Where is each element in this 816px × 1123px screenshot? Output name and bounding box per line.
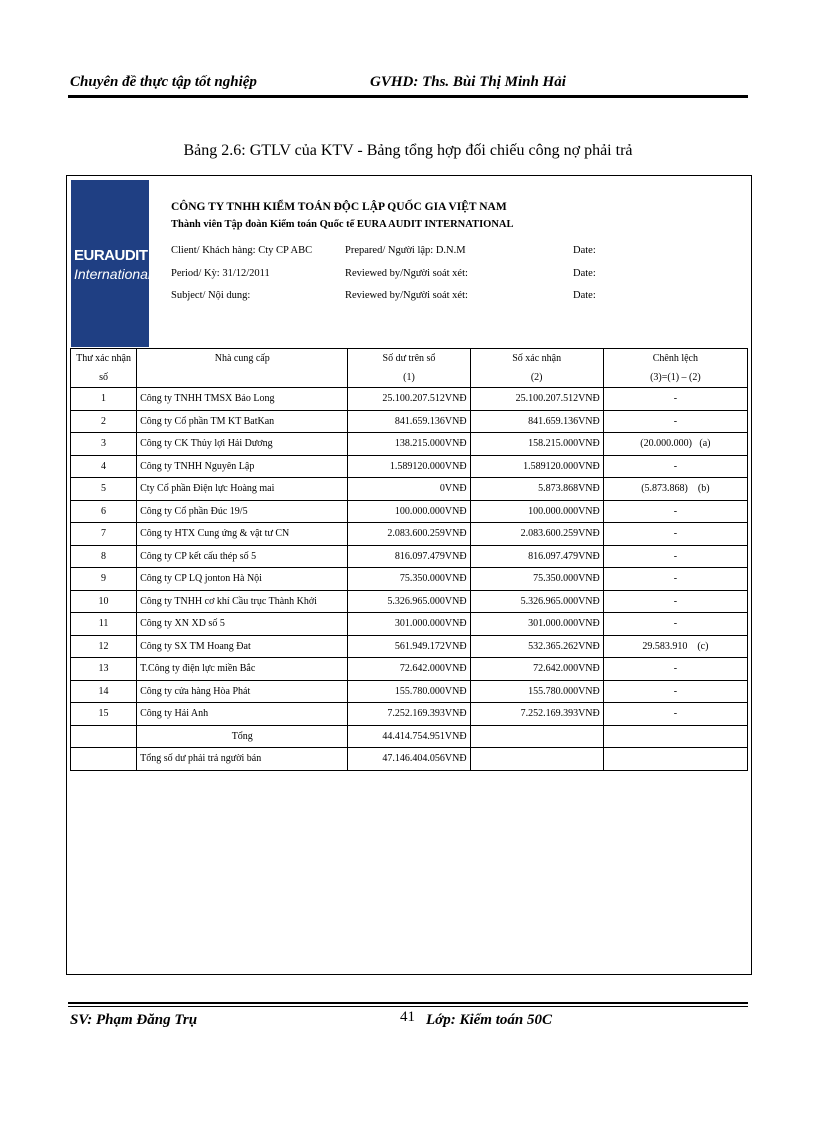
row-supplier: Công ty TNHH TMSX Bảo Long [137,388,348,411]
row-number: 5 [71,478,137,501]
row-supplier: Công ty XN XD số 5 [137,613,348,636]
total-blank-2 [470,725,603,748]
header-book-balance [348,349,470,388]
date-field-3: Date: [573,290,596,301]
row-confirmed: 532.365.262VNĐ [470,635,603,658]
row-difference: (5.873.868) (b) [603,478,747,501]
row-difference: - [603,703,747,726]
header-diff-line1: Chênh lệch [652,353,698,364]
euraudit-logo [71,180,152,347]
row-book-balance: 72.642.000VNĐ [348,658,470,681]
total-row [71,725,748,748]
company-member: Thành viên Tập đoàn Kiểm toán Quốc tế EURA AUDIT INTERNATIONAL [171,219,514,230]
row-confirmed: 75.350.000VNĐ [470,568,603,591]
table-row [71,388,748,411]
header-right: GVHD: Ths. Bùi Thị Minh Hải [370,74,566,90]
header-left: Chuyên đề thực tập tốt nghiệp [70,74,257,90]
payable-blank-3 [603,748,747,771]
row-number: 10 [71,590,137,613]
table-row [71,433,748,456]
row-difference: 29.583.910 (c) [603,635,747,658]
table-header-row [71,349,748,388]
client-field: Client/ Khách hàng: Cty CP ABC [171,245,313,256]
row-difference: - [603,523,747,546]
row-confirmed: 7.252.169.393VNĐ [470,703,603,726]
row-book-balance: 5.326.965.000VNĐ [348,590,470,613]
row-book-balance: 841.659.136VNĐ [348,410,470,433]
prepared-field: Prepared/ Người lập: D.N.M [345,245,466,256]
logo-line2: International [74,266,152,282]
row-number: 13 [71,658,137,681]
row-number: 4 [71,455,137,478]
row-supplier: Công ty CP LQ jonton Hà Nội [137,568,348,591]
row-book-balance: 2.083.600.259VNĐ [348,523,470,546]
header-supplier: Nhà cung cấp [137,349,348,388]
payable-blank-2 [470,748,603,771]
table-row [71,523,748,546]
header-diff-line2: (3)=(1) – (2) [650,372,701,383]
payable-value: 47.146.404.056VNĐ [348,748,470,771]
table-title: Bảng 2.6: GTLV của KTV - Bảng tổng hợp đối chiếu công nợ phải trả [183,142,633,159]
row-supplier: Công ty cửa hàng Hòa Phát [137,680,348,703]
page-header [70,72,746,94]
table-row [71,455,748,478]
row-supplier: Công ty Cổ phần Đúc 19/5 [137,500,348,523]
row-difference: (20.000.000) (a) [603,433,747,456]
header-divider [68,95,748,98]
row-supplier: Công ty HTX Cung ứng & vật tư CN [137,523,348,546]
row-supplier: Công ty TNHH cơ khí Cầu trục Thành Khởi [137,590,348,613]
footer-student: SV: Phạm Đăng Trụ [70,1012,198,1028]
header-difference [603,349,747,388]
logo-line1: EURAUDIT [74,247,148,264]
row-number: 8 [71,545,137,568]
total-blank-3 [603,725,747,748]
payable-blank [71,748,137,771]
subject-field: Subject/ Nội dung: [171,290,251,301]
row-supplier: Cty Cổ phần Điện lực Hoàng mai [137,478,348,501]
row-confirmed: 25.100.207.512VNĐ [470,388,603,411]
total-blank [71,725,137,748]
table-row [71,703,748,726]
payable-label: Tổng số dư phải trả người bán [137,748,348,771]
row-confirmed: 100.000.000VNĐ [470,500,603,523]
table-row [71,410,748,433]
row-difference: - [603,590,747,613]
row-number: 6 [71,500,137,523]
header-book-line2: (1) [403,372,415,383]
date-field-2: Date: [573,268,596,279]
row-confirmed: 1.589120.000VNĐ [470,455,603,478]
row-book-balance: 75.350.000VNĐ [348,568,470,591]
payable-row [71,748,748,771]
row-difference: - [603,613,747,636]
row-difference: - [603,410,747,433]
row-book-balance: 1.589120.000VNĐ [348,455,470,478]
row-number: 1 [71,388,137,411]
header-book-line1: Số dư trên sổ [382,353,436,364]
row-difference: - [603,500,747,523]
row-number: 15 [71,703,137,726]
working-paper-frame [66,175,752,975]
header-confirmed-line1: Số xác nhận [512,353,562,364]
row-book-balance: 138.215.000VNĐ [348,433,470,456]
header-letter-no [71,349,137,388]
row-confirmed: 816.097.479VNĐ [470,545,603,568]
header-confirmed-line2: (2) [530,372,543,383]
company-name: CÔNG TY TNHH KIỂM TOÁN ĐỘC LẬP QUỐC GIA VIỆT NAM [171,201,507,213]
row-number: 9 [71,568,137,591]
period-field: Period/ Kỳ: 31/12/2011 [171,268,270,279]
row-number: 11 [71,613,137,636]
row-difference: - [603,658,747,681]
row-supplier: Công ty Hải Anh [137,703,348,726]
row-number: 12 [71,635,137,658]
row-confirmed: 5.873.868VNĐ [470,478,603,501]
row-difference: - [603,455,747,478]
row-difference: - [603,545,747,568]
row-number: 14 [71,680,137,703]
total-value: 44.414.754.951VNĐ [348,725,470,748]
row-confirmed: 2.083.600.259VNĐ [470,523,603,546]
row-confirmed: 72.642.000VNĐ [470,658,603,681]
header-confirmed [470,349,603,388]
row-book-balance: 561.949.172VNĐ [348,635,470,658]
row-confirmed: 155.780.000VNĐ [470,680,603,703]
table-row [71,680,748,703]
row-book-balance: 816.097.479VNĐ [348,545,470,568]
row-supplier: T.Công ty điện lực miền Bắc [137,658,348,681]
row-book-balance: 155.780.000VNĐ [348,680,470,703]
footer-class: Lớp: Kiểm toán 50C [426,1012,552,1028]
header-letter-no-line2: số [99,372,108,383]
row-difference: - [603,388,747,411]
table-row [71,658,748,681]
row-supplier: Công ty TNHH Nguyên Lập [137,455,348,478]
header-letter-no-line1: Thư xác nhận [76,353,131,364]
total-label: Tổng [137,725,348,748]
table-row [71,568,748,591]
reviewed-field-1: Reviewed by/Người soát xét: [345,268,468,279]
table-row [71,590,748,613]
row-book-balance: 0VNĐ [348,478,470,501]
table-row [71,545,748,568]
row-supplier: Công ty Cổ phần TM KT BatKan [137,410,348,433]
row-book-balance: 25.100.207.512VNĐ [348,388,470,411]
row-supplier: Công ty CP kết cấu thép số 5 [137,545,348,568]
row-confirmed: 5.326.965.000VNĐ [470,590,603,613]
row-book-balance: 301.000.000VNĐ [348,613,470,636]
reviewed-field-2: Reviewed by/Người soát xét: [345,290,468,301]
row-number: 3 [71,433,137,456]
row-number: 7 [71,523,137,546]
row-confirmed: 158.215.000VNĐ [470,433,603,456]
row-book-balance: 100.000.000VNĐ [348,500,470,523]
footer-divider-thin [68,1006,748,1007]
footer-divider [68,1002,748,1004]
row-difference: - [603,680,747,703]
table-row [71,478,748,501]
table-row [71,613,748,636]
row-confirmed: 841.659.136VNĐ [470,410,603,433]
row-confirmed: 301.000.000VNĐ [470,613,603,636]
table-row [71,500,748,523]
row-supplier: Công ty CK Thủy lợi Hải Dương [137,433,348,456]
row-difference: - [603,568,747,591]
table-row [71,635,748,658]
row-number: 2 [71,410,137,433]
page-number: 41 [400,1009,415,1025]
date-field-1: Date: [573,245,596,256]
reconciliation-table [70,348,748,771]
row-book-balance: 7.252.169.393VNĐ [348,703,470,726]
row-supplier: Công ty SX TM Hoang Đat [137,635,348,658]
